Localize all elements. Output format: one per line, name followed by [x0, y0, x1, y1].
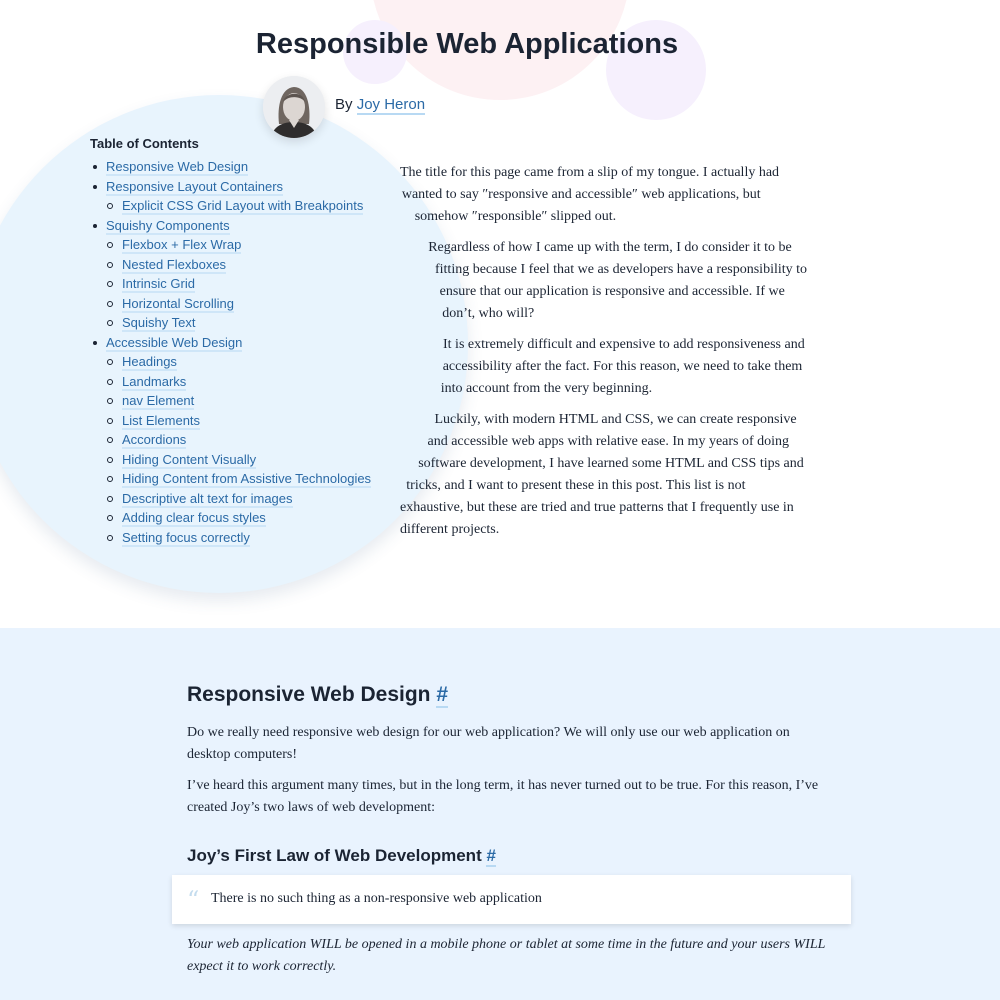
- toc-item: [90, 157, 430, 177]
- author-avatar: [263, 76, 325, 138]
- toc-link-headings[interactable]: Headings: [122, 354, 177, 369]
- toc-subitem: [106, 274, 430, 294]
- toc-subitem: [106, 450, 430, 470]
- toc-link-accessible-web-design[interactable]: Accessible Web Design: [106, 334, 243, 350]
- toc-link-responsive-web-design[interactable]: Responsive Web Design: [106, 159, 249, 174]
- toc-link-squishy-components[interactable]: Squishy Components: [106, 217, 230, 233]
- toc-link-nav-element[interactable]: nav Element: [122, 393, 195, 408]
- toc-sublist: [106, 235, 430, 333]
- toc-link-nested-flexboxes[interactable]: Nested Flexboxes: [122, 256, 227, 272]
- section-anchor-link[interactable]: #: [436, 683, 449, 706]
- page-title: Responsible Web Applications: [255, 28, 679, 60]
- subsection-heading: [187, 843, 827, 869]
- toc-subitem: [106, 391, 430, 411]
- subsection-anchor-link[interactable]: #: [486, 846, 496, 865]
- toc-link-accordions[interactable]: Accordions: [122, 432, 187, 447]
- toc-link-hiding-content-assistive[interactable]: Hiding Content from Assistive Technologies: [122, 471, 372, 486]
- author-prefix: By: [335, 96, 353, 113]
- author-link[interactable]: Joy Heron: [356, 96, 426, 113]
- subsection-heading-text: Joy’s First Law of Web Development: [187, 846, 482, 865]
- intro-text: [400, 162, 812, 572]
- quote-mark-icon: “: [187, 886, 200, 914]
- toc-list: [90, 157, 430, 547]
- law-explanation: Your web application WILL be opened in a mobile phone or tablet at some time in the future and your users WILL expect it to work correctly.: [187, 937, 826, 974]
- intro-paragraph: Luckily, with modern HTML and CSS, we can create responsive and accessible web apps with relative ease. In my years of doing software development, I have learned some HTML and CSS tips and tricks, and I want to present these in this post. This list is not exhaustive, but these are tried and true patterns that I frequently use in different projects.: [400, 412, 804, 537]
- section-content: [187, 680, 827, 987]
- toc-link-squishy-text[interactable]: Squishy Text: [122, 315, 196, 330]
- author-byline: [335, 96, 425, 113]
- toc-link-intrinsic-grid[interactable]: Intrinsic Grid: [122, 276, 195, 291]
- toc-link-hiding-content-visually[interactable]: Hiding Content Visually: [122, 451, 257, 467]
- toc-link-horizontal-scrolling[interactable]: Horizontal Scrolling: [122, 295, 234, 311]
- toc-item: [90, 177, 430, 216]
- toc-link-flexbox-wrap[interactable]: Flexbox + Flex Wrap: [122, 237, 242, 252]
- toc-subitem: [106, 489, 430, 509]
- toc-subitem: [106, 430, 430, 450]
- quote-text: There is no such thing as a non-responsive web application: [211, 891, 542, 906]
- section-heading: [187, 680, 827, 710]
- toc-subitem: [106, 528, 430, 548]
- toc-subitem: [106, 352, 430, 372]
- table-of-contents: [90, 136, 430, 547]
- toc-sublist: [106, 352, 430, 547]
- toc-link-explicit-grid[interactable]: Explicit CSS Grid Layout with Breakpoints: [122, 198, 364, 213]
- section-heading-text: Responsive Web Design: [187, 683, 431, 706]
- toc-subitem: [106, 508, 430, 528]
- author-portrait-icon: [263, 76, 325, 138]
- section-paragraph: Do we really need responsive web design for our web application? We will only use our web application on desktop computers!: [187, 725, 790, 762]
- toc-item: [90, 216, 430, 333]
- toc-link-descriptive-alt-text[interactable]: Descriptive alt text for images: [122, 490, 293, 506]
- toc-link-clear-focus-styles[interactable]: Adding clear focus styles: [122, 510, 266, 525]
- toc-subitem: [106, 313, 430, 333]
- toc-subitem: [106, 235, 430, 255]
- toc-sublist: [106, 196, 430, 216]
- responsive-web-design-section: [0, 628, 1000, 1000]
- toc-item: [90, 333, 430, 548]
- toc-heading: Table of Contents: [90, 136, 199, 151]
- toc-subitem: [106, 196, 430, 216]
- toc-subitem: [106, 469, 430, 489]
- intro-paragraph: The title for this page came from a slip of my tongue. I actually had wanted to say ″responsive and accessible″ web applications, but somehow ″responsible″ slipped out.: [400, 165, 780, 224]
- toc-link-responsive-layout-containers[interactable]: Responsive Layout Containers: [106, 178, 284, 194]
- intro-paragraph: Regardless of how I came up with the term, I do consider it to be fitting because I feel that we as developers have a responsibility to ensure that our application is responsive and accessible. If we don’t, who will?: [428, 240, 808, 321]
- toc-subitem: [106, 255, 430, 275]
- toc-subitem: [106, 294, 430, 314]
- law-quote: [172, 875, 851, 924]
- section-paragraph: I’ve heard this argument many times, but in the long term, it has never turned out to be true. For this reason, I’ve created Joy’s two laws of web development:: [187, 778, 819, 815]
- toc-link-setting-focus[interactable]: Setting focus correctly: [122, 529, 250, 545]
- toc-link-list-elements[interactable]: List Elements: [122, 412, 201, 428]
- toc-link-landmarks[interactable]: Landmarks: [122, 373, 187, 389]
- toc-subitem: [106, 372, 430, 392]
- toc-subitem: [106, 411, 430, 431]
- intro-paragraph: It is extremely difficult and expensive to add responsiveness and accessibility after the fact. For this reason, we need to take them into account from the very beginning.: [440, 337, 805, 396]
